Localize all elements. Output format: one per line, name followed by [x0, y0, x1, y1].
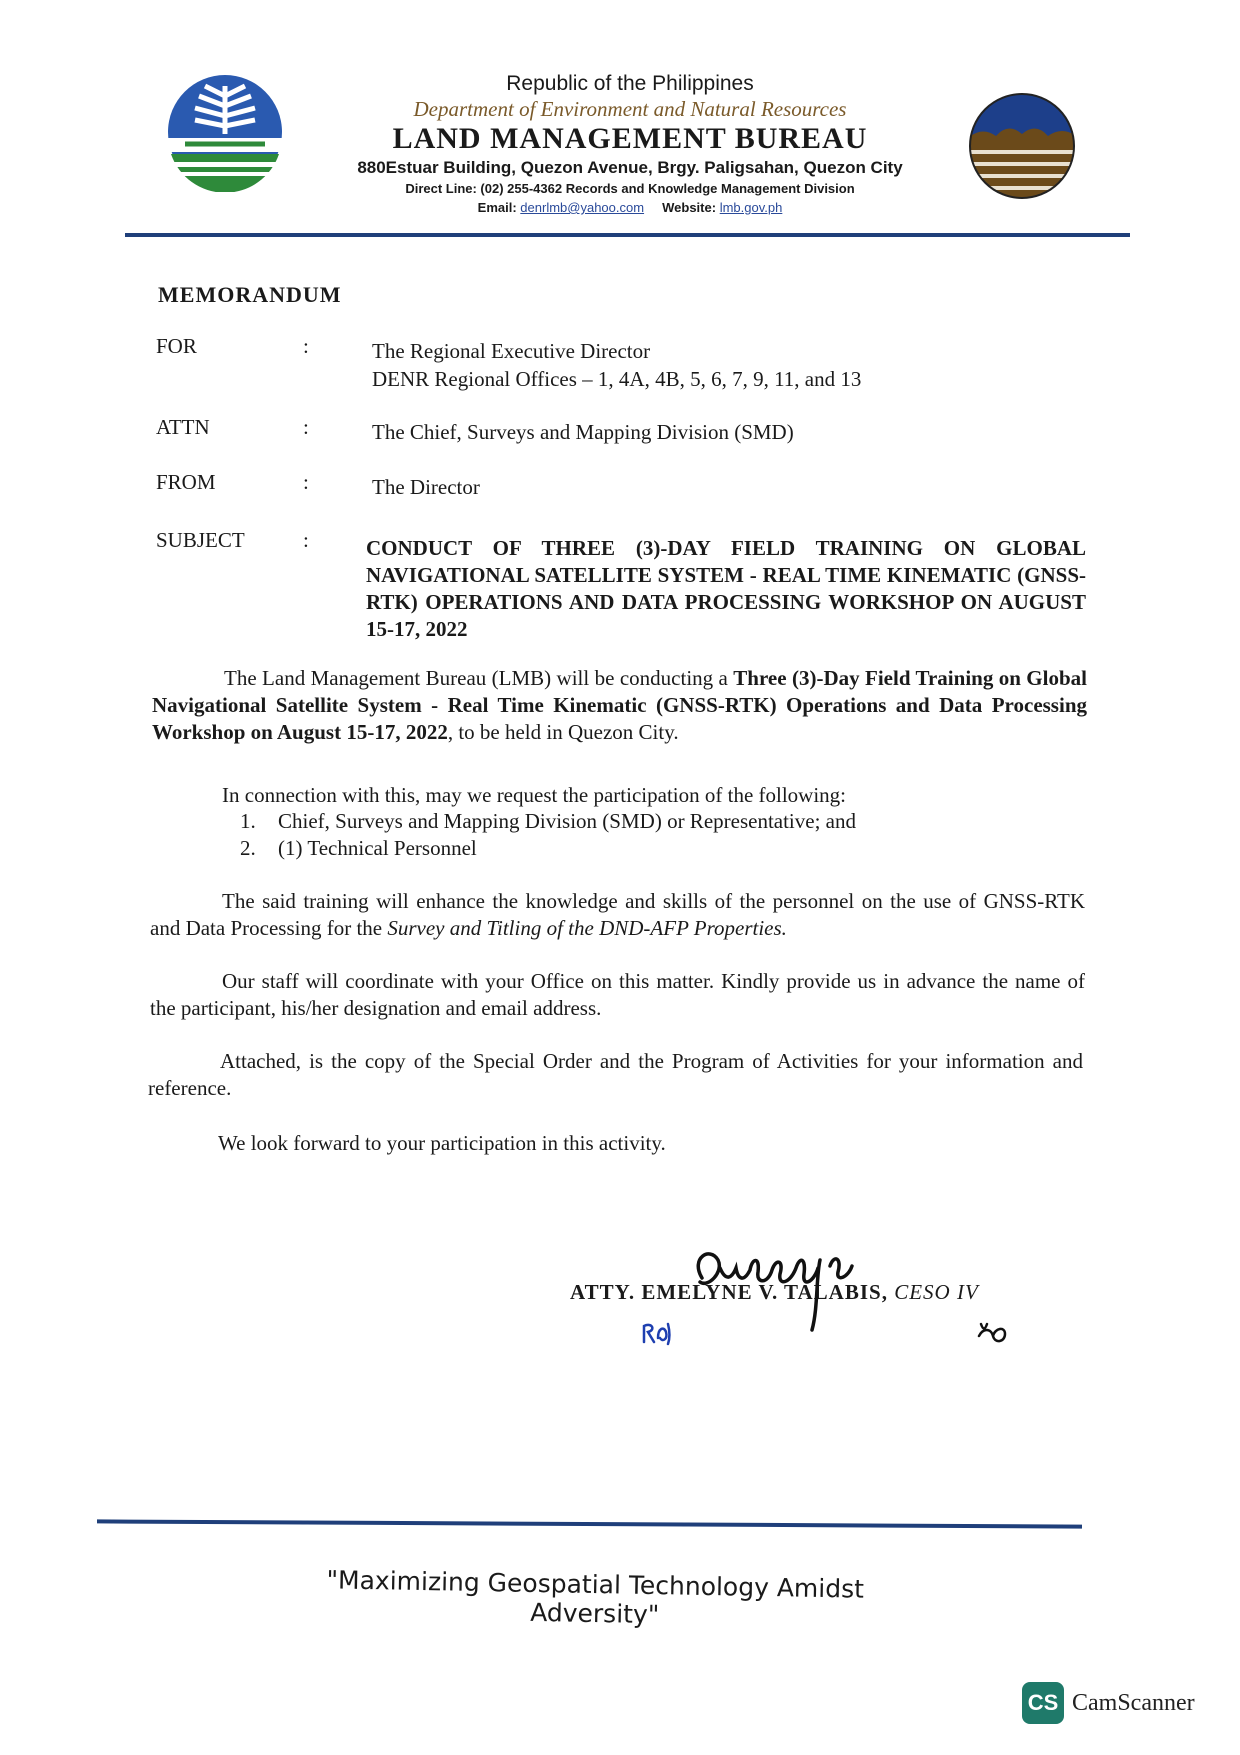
signatory-name-text: ATTY. EMELYNE V. TALABIS,: [570, 1280, 895, 1304]
from-colon: :: [303, 470, 309, 494]
from-label: FROM: [156, 470, 216, 494]
participant-list: [240, 808, 856, 862]
email-link[interactable]: denrlmb@yahoo.com: [520, 200, 645, 215]
attn-colon: :: [303, 415, 309, 439]
website-link[interactable]: lmb.gov.ph: [719, 200, 783, 215]
attn-value: The Chief, Surveys and Mapping Division (SMD): [372, 420, 794, 444]
camscanner-watermark: CamScanner: [1072, 1690, 1195, 1716]
from-value: The Director: [372, 475, 480, 499]
handwritten-mark-icon: [975, 1320, 1011, 1344]
p5-text: Attached, is the copy of the Special Order and the Program of Activities for your information and reference.: [148, 1049, 1083, 1100]
p1-end: , to be held in Quezon City.: [447, 720, 679, 744]
p1-intro: The Land Management Bureau (LMB) will be conducting a: [224, 666, 734, 690]
list-item: 2. (1) Technical Personnel: [240, 836, 477, 860]
lmb-logo-icon: [968, 92, 1076, 200]
paragraph-request: In connection with this, may we request the participation of the following:: [222, 783, 847, 807]
p3-start: The said training will enhance the knowledge and skills of the personnel on the use of GNSS-RTK and Data Processing for the: [150, 889, 1085, 940]
p3-italic: Survey and Titling of the DND-AFP Properties.: [387, 916, 787, 940]
for-colon: :: [303, 334, 309, 358]
header-contact: [320, 200, 940, 215]
header-divider: [125, 233, 1130, 237]
for-value: [372, 337, 861, 393]
subject-label: SUBJECT: [156, 528, 245, 552]
attn-label: ATTN: [156, 415, 210, 439]
website-label: Website:: [662, 200, 717, 215]
header-republic: Republic of the Philippines: [506, 72, 754, 95]
header-department: Department of Environment and Natural Resources: [413, 97, 847, 121]
subject-colon: :: [303, 528, 309, 552]
for-label: FOR: [156, 334, 197, 358]
paragraph-training: [150, 888, 1085, 942]
header-bureau: LAND MANAGEMENT BUREAU: [392, 122, 868, 155]
list-item: 1. Chief, Surveys and Mapping Division (SMD) or Representative; and: [240, 809, 856, 833]
signature-block: [570, 1238, 1040, 1348]
email-label: Email:: [477, 200, 517, 215]
signatory-suffix: CESO IV: [894, 1280, 979, 1304]
paragraph-attached: [148, 1048, 1083, 1102]
handwritten-signature-icon: [680, 1238, 890, 1338]
header-direct-line: Direct Line: (02) 255-4362 Records and Knowledge Management Division: [405, 181, 855, 196]
paragraph-closing: We look forward to your participation in this activity.: [218, 1131, 666, 1155]
footer-motto: "Maximizing Geospatial Technology Amidst Adversity": [326, 1565, 865, 1630]
p4-text: Our staff will coordinate with your Office on this matter. Kindly provide us in advance the name of the participant, his/her designation and email address.: [150, 969, 1085, 1020]
memo-title: MEMORANDUM: [158, 282, 342, 307]
denr-logo-icon: [165, 72, 285, 192]
header-address: 880Estuar Building, Quezon Avenue, Brgy. Paligsahan, Quezon City: [357, 158, 903, 177]
for-line-2: DENR Regional Offices – 1, 4A, 4B, 5, 6, 7, 9, 11, and 13: [372, 367, 862, 391]
subject-value: CONDUCT OF THREE (3)-DAY FIELD TRAINING ON GLOBAL NAVIGATIONAL SATELLITE SYSTEM - REAL TIME KINEMATIC (GNSS-RTK) OPERATIONS AND DATA PROCESSING WORKSHOP ON AUGUST 15-17, 2022: [366, 536, 1086, 641]
camscanner-logo-icon: CS: [1022, 1682, 1064, 1724]
paragraph-coordinate: [150, 968, 1085, 1022]
for-line-1: The Regional Executive Director: [372, 339, 651, 363]
p1-bold: Three (3)-Day Field Training on Global Navigational Satellite System - Real Time Kinematic (GNSS-RTK) Operations and Data Processing Workshop on August 15-17, 2022: [152, 666, 1087, 744]
paragraph-intro: [152, 665, 1087, 746]
footer-divider: [97, 1519, 1082, 1528]
initials-mark-icon: [640, 1318, 680, 1346]
